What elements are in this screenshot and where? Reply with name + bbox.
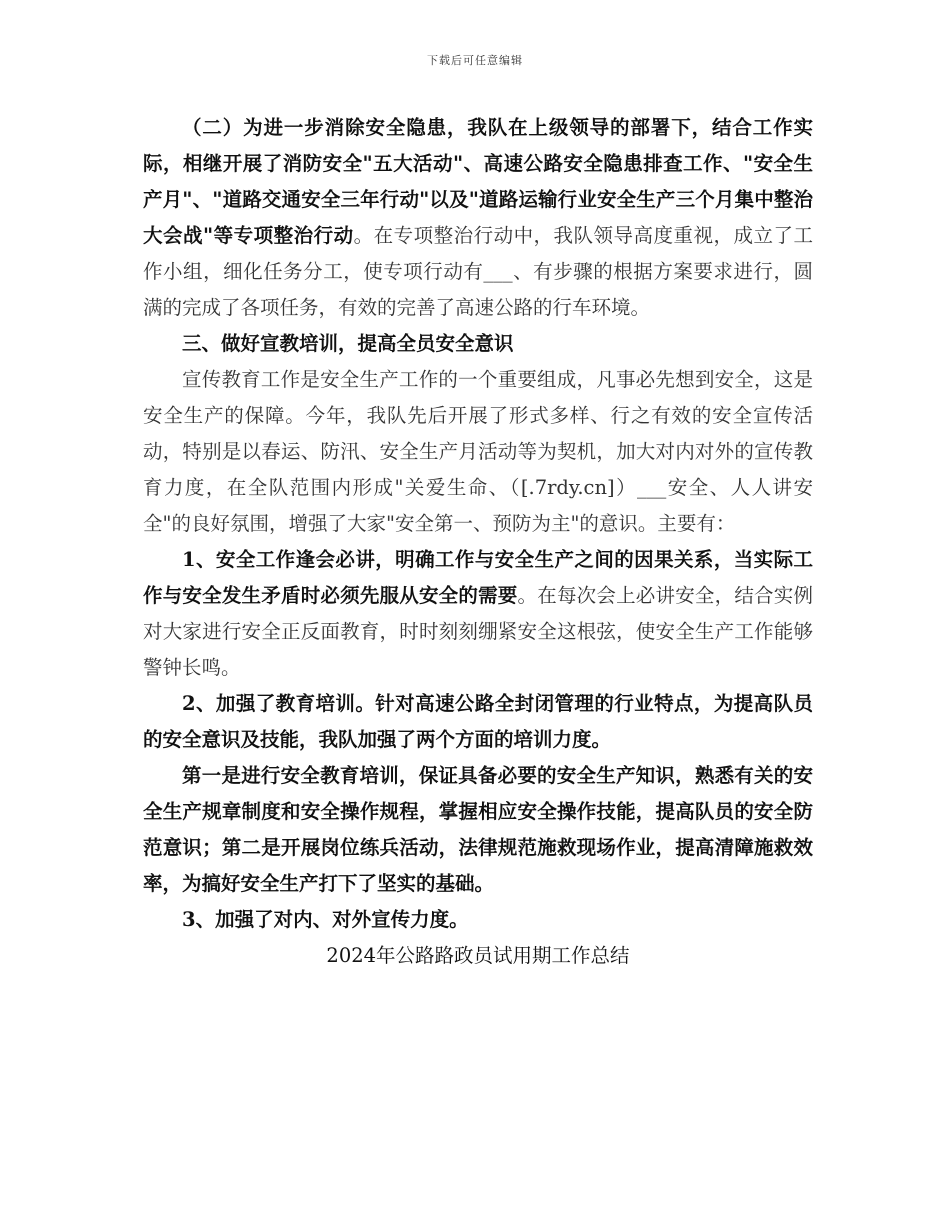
paragraph-special-campaigns <box>143 110 813 326</box>
paragraph-body: 。在专项整治行动中，我队领导高度重视，成立了工作小组，细化任务分工，使专项行动有___、有步骤的根据方案要求进行，圆满的完成了各项任务，有效的完善了高速公路的行车环境。 <box>143 224 813 319</box>
paragraph-item-1 <box>143 542 813 686</box>
page-header: 下载后可任意编辑 <box>427 54 523 67</box>
paragraph-education-intro: 宣传教育工作是安全生产工作的一个重要组成，凡事必先想到安全，这是安全生产的保障。今年，我队先后开展了形式多样、行之有效的安全宣传活动，特别是以春运、防汛、安全生产月活动等为契机，加大对内对外的宣传教育力度，在全队范围内形成"关爱生命、（[.7rdy.cn]）___安全、人人讲安全"的良好氛围，增强了大家"安全第一、预防为主"的意识。主要有： <box>143 368 813 535</box>
paragraph-body: 。在每次会上必讲安全，结合实例对大家进行安全正反面教育，时时刻刻绷紧安全这根弦，使安全生产工作能够警钟长鸣。 <box>143 584 813 679</box>
document-title: 2024年公路路政员试用期工作总结 <box>326 944 630 967</box>
paragraph-bold-lead: （二）为进一步消除安全隐患，我队在上级领导的部署下，结合工作实际，相继开展了消防安全"五大活动"、高速公路安全隐患排查工作、"安全生产月"、"道路交通安全三年行动"以及"道路运输行业安全生产三个月集中整治大会战"等专项整治行动 <box>143 116 813 247</box>
paragraph-training-details: 第一是进行安全教育培训，保证具备必要的安全生产知识，熟悉有关的安全生产规章制度和安全操作规程，掌握相应安全操作技能，提高队员的安全防范意识；第二是开展岗位练兵活动，法律规范施救现场作业，提高清障施救效率，为搞好安全生产打下了坚实的基础。 <box>143 764 813 895</box>
document-body <box>143 110 813 974</box>
section-heading-education: 三、做好宣教培训，提高全员安全意识 <box>182 332 514 355</box>
paragraph-item-2: 2、加强了教育培训。针对高速公路全封闭管理的行业特点，为提高队员的安全意识及技能，我队加强了两个方面的培训力度。 <box>143 692 813 751</box>
paragraph-bold-lead: 1、安全工作逢会必讲，明确工作与安全生产之间的因果关系，当实际工作与安全发生矛盾时必须先服从安全的需要 <box>143 548 813 607</box>
paragraph-item-3: 3、加强了对内、对外宣传力度。 <box>182 908 469 931</box>
